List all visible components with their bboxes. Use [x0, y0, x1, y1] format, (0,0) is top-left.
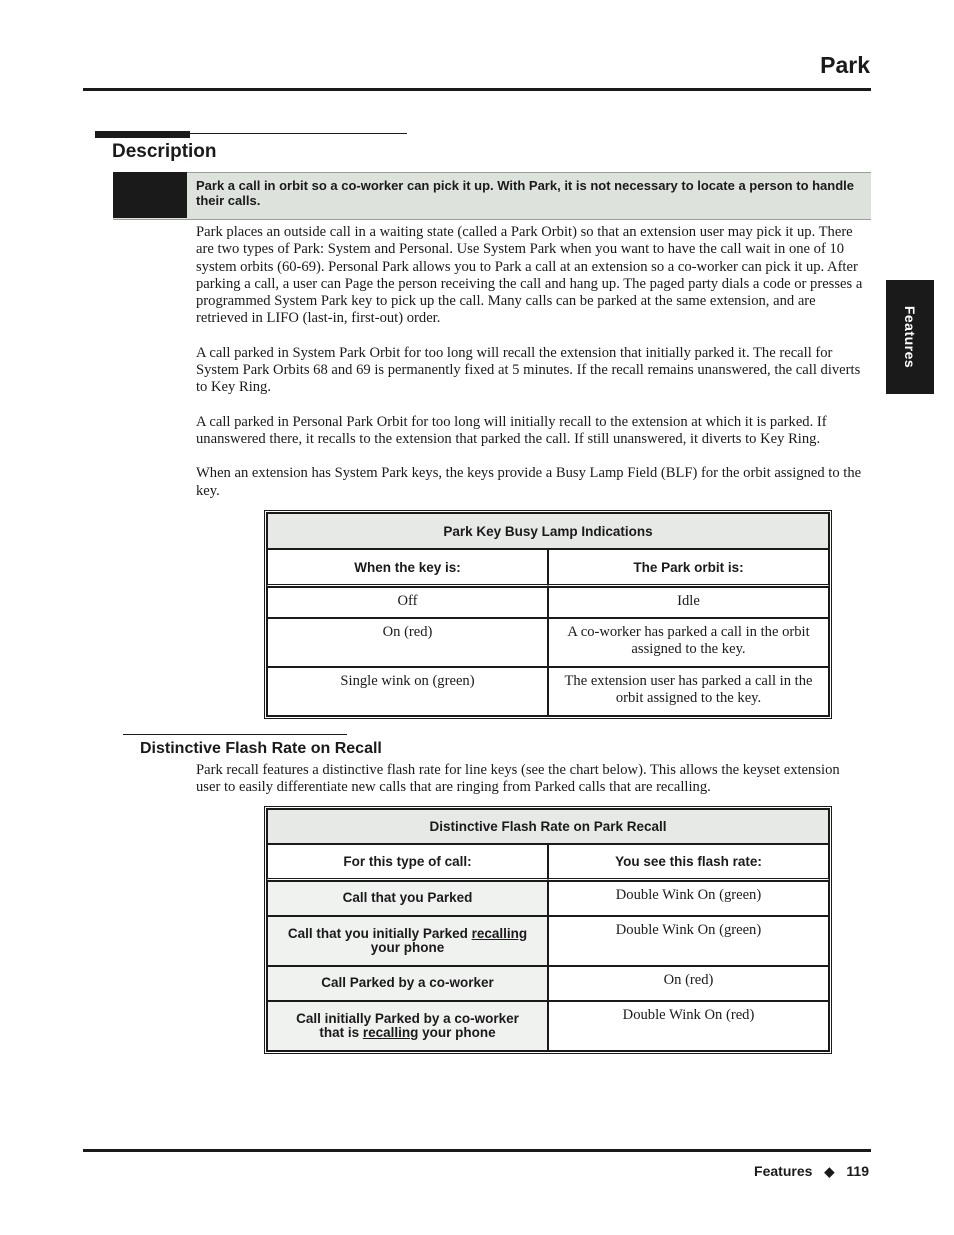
section-rule-thick — [95, 131, 190, 138]
page-header-title: Park — [820, 52, 870, 78]
page-number: 119 — [846, 1163, 869, 1179]
column-header-call-type: For this type of call: — [267, 844, 548, 881]
key-state-cell: Off — [267, 587, 548, 618]
column-header-orbit: The Park orbit is: — [548, 549, 829, 587]
flash-rate-cell: Double Wink On (red) — [548, 1001, 829, 1051]
orbit-state-cell: The extension user has parked a call in the orbit assigned to the key. — [548, 667, 829, 716]
orbit-state-cell: Idle — [548, 587, 829, 618]
column-header-flash-rate: You see this flash rate: — [548, 844, 829, 881]
column-header-key: When the key is: — [267, 549, 548, 587]
paragraph: When an extension has System Park keys, the keys provide a Busy Lamp Field (BLF) for the orbit assigned to the key. — [196, 465, 862, 499]
flash-rate-cell: Double Wink On (green) — [548, 916, 829, 966]
table-row — [267, 587, 829, 618]
page-footer — [754, 1163, 869, 1180]
table-row — [267, 966, 829, 1001]
subsection-body — [196, 762, 860, 814]
call-type-cell: Call that you initially Parked recalling your phone — [267, 916, 548, 966]
orbit-state-cell: A co-worker has parked a call in the orbit assigned to the key. — [548, 618, 829, 667]
flash-rate-table — [266, 808, 830, 1052]
flash-rate-cell: Double Wink On (green) — [548, 881, 829, 916]
side-tab-features — [886, 280, 934, 394]
call-type-cell: Call Parked by a co-worker — [267, 966, 548, 1001]
paragraph: A call parked in Personal Park Orbit for too long will initially recall to the extension at which it is parked. If unanswered there, it recalls to the extension that parked the call. If still unanswered, it diverts to Key Ring. — [196, 413, 827, 447]
section-title: Description — [112, 141, 217, 162]
table-row — [267, 667, 829, 716]
summary-text: Park a call in orbit so a co-worker can pick it up. With Park, it is not necessary to locate a person to handle their calls. — [196, 178, 855, 208]
table-title: Park Key Busy Lamp Indications — [267, 513, 829, 549]
subsection-title: Distinctive Flash Rate on Recall — [140, 740, 382, 757]
table-row — [267, 916, 829, 966]
table-row — [267, 1001, 829, 1051]
paragraph: A call parked in System Park Orbit for too long will recall the extension that initially parked it. The recall for System Park Orbits 68 and 69 is permanently fixed at 5 minutes. If the recall remains unanswered, the call diverts to Key Ring. — [196, 344, 861, 396]
busy-lamp-table — [266, 512, 830, 717]
diamond-icon: ◆ — [824, 1164, 835, 1179]
call-type-cell: Call initially Parked by a co-worker that is recalling your phone — [267, 1001, 548, 1051]
table-row — [267, 881, 829, 916]
subsection-rule — [123, 734, 347, 735]
key-state-cell: Single wink on (green) — [267, 667, 548, 716]
header-rule — [83, 88, 871, 91]
summary-marker — [113, 172, 187, 218]
description-body — [196, 224, 870, 517]
call-type-cell: Call that you Parked — [267, 881, 548, 916]
side-tab-label: Features — [902, 305, 918, 369]
flash-rate-cell: On (red) — [548, 966, 829, 1001]
table-title: Distinctive Flash Rate on Park Recall — [267, 809, 829, 844]
footer-rule — [83, 1149, 871, 1152]
key-state-cell: On (red) — [267, 618, 548, 667]
paragraph: Park recall features a distinctive flash rate for line keys (see the chart below). This allows the keyset extension user to easily differentiate new calls that are ringing from Parked calls that are recalling. — [196, 762, 840, 796]
table-row — [267, 618, 829, 667]
footer-section: Features — [754, 1163, 813, 1179]
paragraph: Park places an outside call in a waiting state (called a Park Orbit) so that an extension user may pick it up. There are two types of Park: System and Personal. Use System Park when you want to have the call wait in one of 10 system orbits (60-69). Personal Park allows you to Park a call at an extension so a co-worker can pick it up. After parking a call, a user can Page the person receiving the call and hang up. The paged party dials a code or presses a programmed System Park key to pick up the call. Many calls can be parked at the same extension, and are retrieved in LIFO (last-in, first-out) order. — [196, 224, 863, 327]
